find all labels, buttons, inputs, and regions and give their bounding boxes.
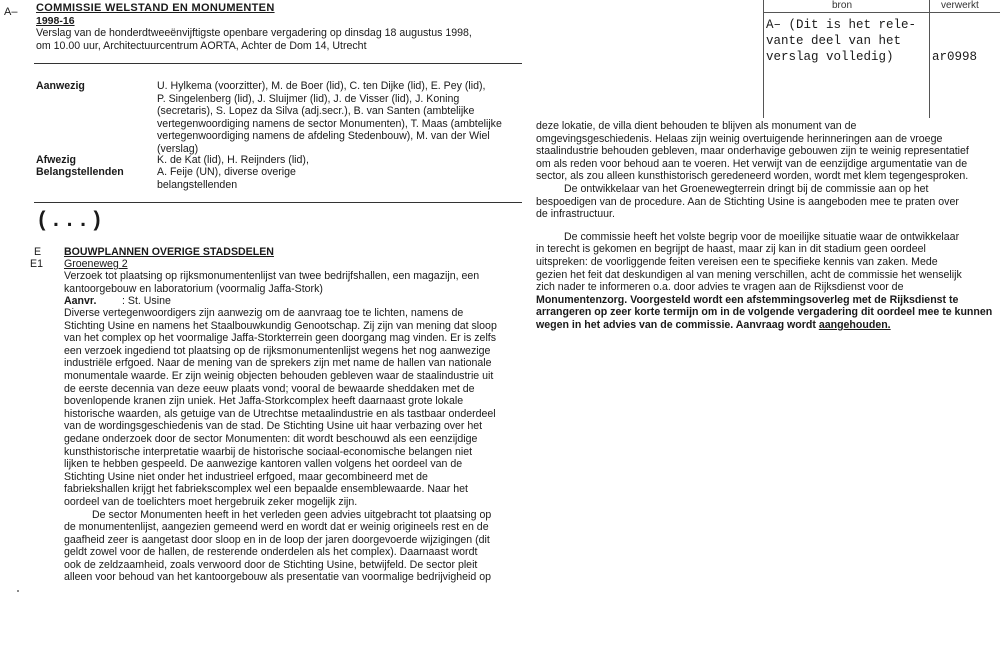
header-divider <box>34 63 522 64</box>
stakeholders-label: Belangstellenden <box>36 166 124 178</box>
text-line: Stichting Usine niet onder het industrieel erfgoed, maar gecombineerd met de <box>64 470 428 483</box>
section-title: BOUWPLANNEN OVERIGE STADSDELEN <box>64 246 274 258</box>
item-title: Groeneweg 2 <box>64 258 128 270</box>
text-line: deze lokatie, de villa dient behouden te blijven als monument van de <box>536 120 857 132</box>
subtitle-line: Verslag van de honderdtweeënvijftigste openbare vergadering op dinsdag 18 augustus 1998, <box>36 27 472 39</box>
present-line: vertegenwoordiging namens de afdeling Stedenbouw), M. van der Wiel <box>157 130 490 143</box>
continuation-paragraph <box>536 120 998 183</box>
request-line: kantoorgebouw en laboratorium (voormalig Jaffa-Stork) <box>64 282 323 295</box>
text-line: in terecht is gekomen en begrijpt de haast, maar zij kan in dit stadium geen oordeel <box>536 243 926 256</box>
stakeholders-line: A. Feije (UN), diverse overige <box>157 166 296 178</box>
present-line: vertegenwoordiging namens de sector Monumenten), T. Maas (ambtelijke <box>157 117 502 130</box>
present-line: (verslag) <box>157 142 199 155</box>
text-line: industriële erfgoed. Naar de mening van de sprekers zijn met name de hallen van nationale <box>64 357 492 370</box>
verwerkt-entry: ar0998 <box>932 50 978 64</box>
decision-final-line <box>536 319 998 332</box>
text-line: De ontwikkelaar van het Groenewegterrein dringt bij de commissie aan op het <box>564 182 929 195</box>
text-line: van het complex op het voormalige Jaffa-Storkterrein geen doorgang mag vinden. Er is zelfs <box>64 332 497 345</box>
table-border-left <box>763 0 764 118</box>
item-request <box>64 270 534 295</box>
discussion-paragraph-1 <box>64 307 534 509</box>
text-line: lijken te hebben gespeeld. De aanwezige kantoren vallen volgens het oordeel van de <box>64 458 463 471</box>
table-header-rule <box>763 12 1000 13</box>
text-line: kunsthistorische interpretatie waarbij de historische sociaal-economische belangen niet <box>64 445 473 458</box>
stakeholders-list <box>157 166 296 191</box>
decision-paragraph <box>536 231 998 332</box>
omission-marker: (...) <box>36 210 105 233</box>
present-line: U. Hylkema (voorzitter), M. de Boer (lid), C. ten Dijke (lid), E. Pey (lid), <box>157 80 486 92</box>
text-line: oordeel van de toelichters moet hergebruik zeker mogelijk zijn. <box>64 495 358 508</box>
text-line: de monumentenlijst, aangezien gemeend werd en wordt dat er weinig origineels rest en de <box>64 521 489 534</box>
subtitle-line: om 10.00 uur, Architectuurcentrum AORTA, Achter de Dom 14, Utrecht <box>36 39 367 52</box>
text-line: bespoedigen van de procedure. Aan de Stichting Usine is aangeboden mee te praten over <box>536 195 959 208</box>
text-line: geldt zowel voor de hallen, de resterende onderdelen als het complex). Daarnaast wordt <box>64 546 478 559</box>
applicant-label: Aanvr. <box>64 295 97 307</box>
decision-status: aangehouden. <box>818 318 891 331</box>
bron-line: vante deel van het <box>766 34 902 48</box>
text-line: ook de zeldzaamheid, zoals verwoord door de Stichting Usine, betwijfeld. De sector pleit <box>64 558 478 571</box>
column-header-bron: bron <box>832 0 853 11</box>
text-line: alleen voor behoud van het kantoorgebouw als presentatie van voormalige bedrijvigheid op <box>64 571 491 584</box>
text-line: omgevingsgeschiedenis. Helaas zijn weinig overtuigende herinneringen aan de vroege <box>536 132 943 145</box>
text-line-bold: wegen in het advies van de commissie. Aanvraag wordt <box>536 318 816 331</box>
discussion-paragraph-2 <box>64 509 534 585</box>
text-line: een verzoek ingediend tot plaatsing op de rijksmonumentenlijst wegens het nog aanwezige <box>64 344 491 357</box>
text-line: staalindustrie behouden gebleven, maar onderhavige gebouwen zijn te weinig representatief <box>536 145 969 158</box>
present-line: P. Singelenberg (lid), J. Sluijmer (lid), J. de Visser (lid), J. Koning <box>157 92 460 105</box>
text-line: de infrastructuur. <box>536 208 615 221</box>
right-column-body <box>536 120 998 332</box>
present-list <box>157 80 527 156</box>
column-header-verwerkt: verwerkt <box>941 0 979 11</box>
absent-label: Afwezig <box>36 154 77 166</box>
text-line: historische waarden, als getuige van de Utrechtse metaalindustrie en als tastbaar onderdeel <box>64 407 496 420</box>
text-line: gezien het feit dat deskundigen al van mening verschillen, acht de commissie het wenselijk <box>536 268 962 281</box>
margin-marker: A– <box>4 6 18 18</box>
bron-line: A– (Dit is het rele- <box>766 18 917 32</box>
text-line: De sector Monumenten heeft in het verleden geen advies uitgebracht tot plaatsing op <box>92 508 492 521</box>
text-line: gaafheid zeer is aangetast door sloop en in de loop der jaren doorgevoerde wijzigingen (dit <box>64 533 490 546</box>
request-line: Verzoek tot plaatsing op rijksmonumentenlijst van twee bedrijfshallen, een magazijn, een <box>64 270 480 282</box>
text-line: monumentale waarde. Er zijn weinig objecten behouden gebleven waar de staalindustrie uit <box>64 369 494 382</box>
text-line-bold: Monumentenzorg. Voorgesteld wordt een afstemmingsoverleg met de Rijksdienst te <box>536 293 959 306</box>
text-line-bold: arrangeren op zeer korte termijn om in de volgende vergadering dit oordeel mee te kunnen <box>536 306 993 319</box>
left-column-body <box>64 307 534 584</box>
item-code: E1 <box>30 258 43 270</box>
scan-speck <box>17 590 19 592</box>
present-line: (secretaris), S. Lopez da Silva (adj.secr.), B. van Santen (ambtelijke <box>157 105 475 118</box>
text-line: gedane onderzoek door de sector Monumenten: dit wordt beschouwd als een eenzijdige <box>64 432 478 445</box>
attendance-divider <box>34 202 522 203</box>
paragraph-gap <box>536 221 998 231</box>
text-line: sector, als zou alleen kunsthistorisch geredeneerd worden, wordt met klem tegengesproken. <box>536 170 969 183</box>
text-line: van de wordingsgeschiedenis van de stad. De Stichting Usine uit haar verbazing over het <box>64 420 483 433</box>
applicant-value: : St. Usine <box>122 295 171 307</box>
text-line: uitspreken: de voorliggende feiten vereisen een te specifieke kennis van zaken. Mede <box>536 255 938 268</box>
document-number: 1998-16 <box>36 15 75 27</box>
stakeholders-line: belangstellenden <box>157 178 238 191</box>
meeting-subtitle <box>36 27 516 52</box>
present-label: Aanwezig <box>36 80 85 92</box>
text-line: zich nader te informeren o.a. door advies te vragen aan de Rijksdienst voor de <box>536 281 904 294</box>
document-title: COMMISSIE WELSTAND EN MONUMENTEN <box>36 2 275 14</box>
absent-list: K. de Kat (lid), H. Reijnders (lid), <box>157 154 309 166</box>
text-line: De commissie heeft het volste begrip voor de moeilijke situatie waar de ontwikkelaar <box>564 230 960 243</box>
table-border-mid <box>929 0 930 118</box>
text-line: fabriekshallen krijgt het fabriekscomplex wel een bepaalde ensemblewaarde. Naar het <box>64 483 468 496</box>
bron-line: verslag volledig) <box>766 50 894 64</box>
bron-entry <box>766 17 916 65</box>
text-line: bovenlopende kranen zijn uniek. Het Jaffa-Storkcomplex heeft daarnaast grote lokale <box>64 395 464 408</box>
text-line: Stichting Usine en namens het Staalbouwkundig Genootschap. Zij zijn van mening dat sloop <box>64 319 497 332</box>
developer-paragraph <box>536 183 998 221</box>
text-line: de eerste decennia van deze eeuw plaats vond; vooral de bewaarde sheddaken met de <box>64 382 475 395</box>
text-line: om als reden voor behoud aan te voeren. Het verwijt van de eenzijdige argumentatie van de <box>536 157 968 170</box>
section-letter: E <box>34 246 42 258</box>
text-line: Diverse vertegenwoordigers zijn aanwezig om de aanvraag toe te lichten, namens de <box>64 307 464 319</box>
